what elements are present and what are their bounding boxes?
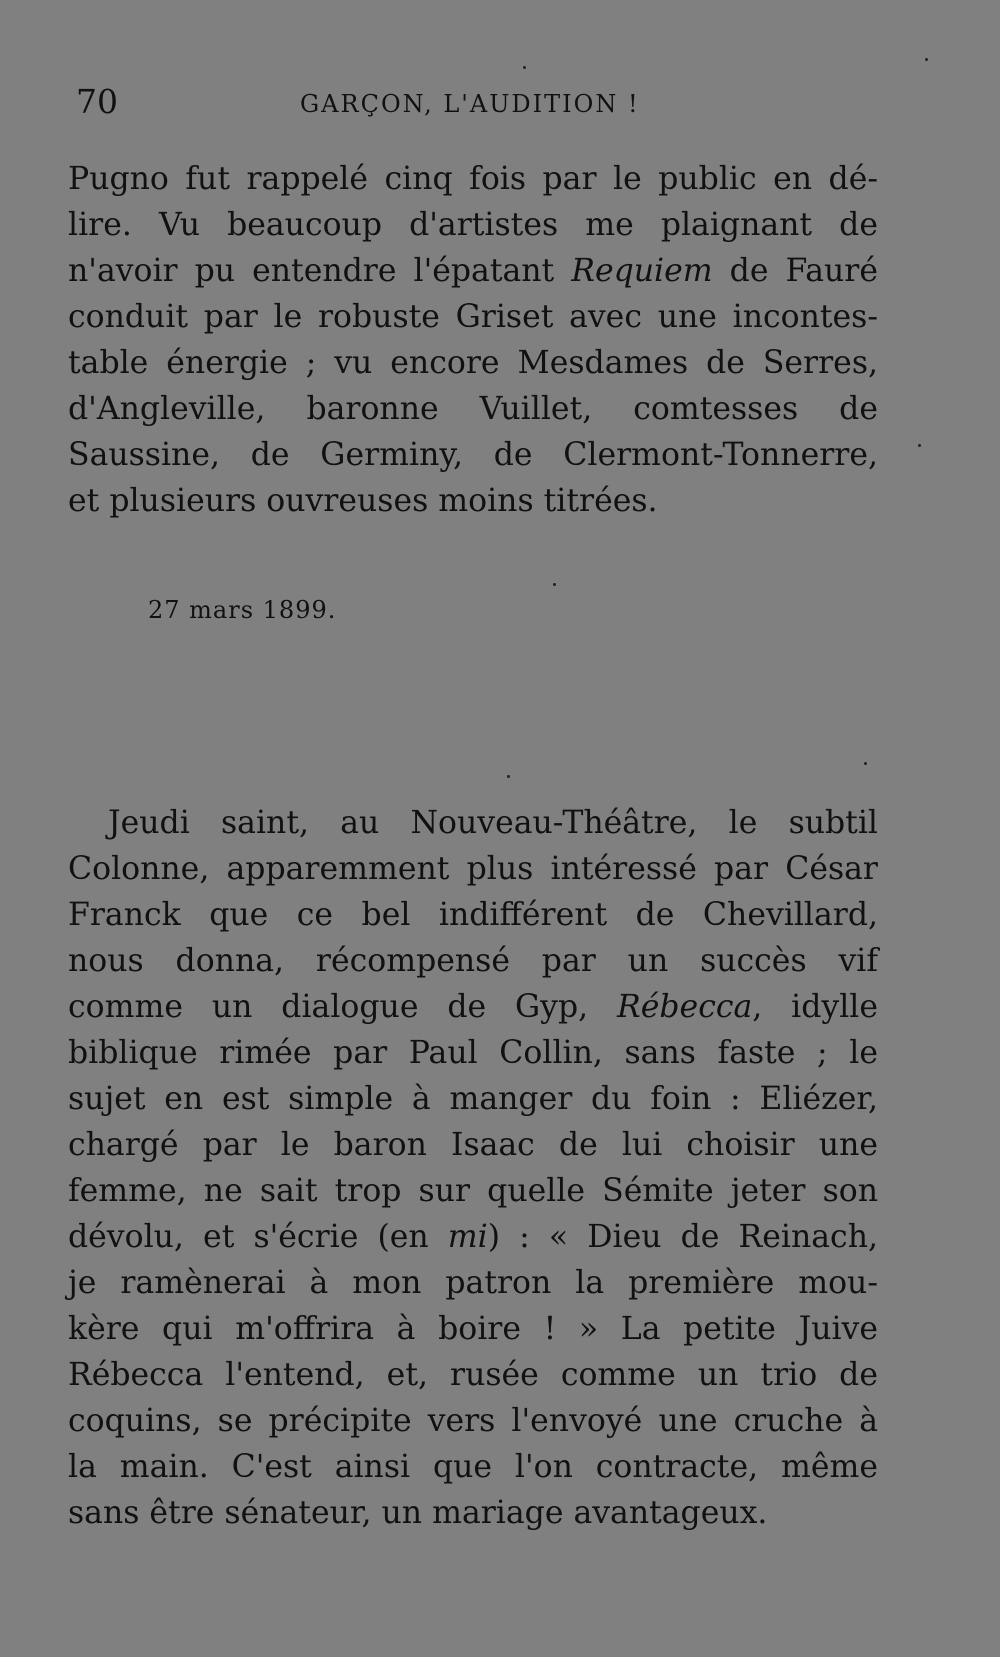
text-line: Jeudi saint, au Nouveau-Théâtre, le subtil bbox=[108, 805, 878, 841]
text-line: Rébecca l'entend, et, rusée comme un trio de bbox=[68, 1357, 878, 1393]
page-header bbox=[76, 82, 876, 122]
paragraph-1 bbox=[68, 156, 878, 524]
text-line: comme un dialogue de Gyp, Rébecca, idylle bbox=[68, 989, 878, 1025]
text-line: femme, ne sait trop sur quelle Sémite jeter son bbox=[68, 1173, 878, 1209]
text-line: coquins, se précipite vers l'envoyé une cruche à bbox=[68, 1403, 878, 1439]
text-line: d'Angleville, baronne Vuillet, comtesses de bbox=[68, 391, 878, 427]
text-line: Pugno fut rappelé cinq fois par le public en dé- bbox=[68, 161, 878, 197]
text-line: chargé par le baron Isaac de lui choisir une bbox=[68, 1127, 878, 1163]
text-line: sans être sénateur, un mariage avantageux. bbox=[68, 1495, 768, 1531]
text-line: dévolu, et s'écrie (en mi) : « Dieu de Reinach, bbox=[68, 1219, 878, 1255]
text-line: et plusieurs ouvreuses moins titrées. bbox=[68, 483, 658, 519]
text-line: n'avoir pu entendre l'épatant Requiem de Fauré bbox=[68, 253, 878, 289]
speck bbox=[507, 775, 510, 778]
text-line: Franck que ce bel indifférent de Chevillard, bbox=[68, 897, 878, 933]
page-number: 70 bbox=[76, 82, 118, 121]
text-line: biblique rimée par Paul Collin, sans faste ; le bbox=[68, 1035, 878, 1071]
dateline: 27 mars 1899. bbox=[148, 596, 337, 624]
speck bbox=[925, 58, 928, 61]
speck bbox=[864, 762, 867, 765]
paragraph-2 bbox=[68, 800, 878, 1536]
text-line: nous donna, récompensé par un succès vif bbox=[68, 943, 878, 979]
text-line: lire. Vu beaucoup d'artistes me plaignant de bbox=[68, 207, 878, 243]
text-line: table énergie ; vu encore Mesdames de Serres, bbox=[68, 345, 878, 381]
text-line: Colonne, apparemment plus intéressé par César bbox=[68, 851, 878, 887]
speck bbox=[523, 66, 526, 69]
text-line: la main. C'est ainsi que l'on contracte, même bbox=[68, 1449, 878, 1485]
text-line: conduit par le robuste Griset avec une incontes- bbox=[68, 299, 878, 335]
speck bbox=[553, 583, 556, 586]
text-line: kère qui m'offrira à boire ! » La petite Juive bbox=[68, 1311, 878, 1347]
text-line: sujet en est simple à manger du foin : Eliézer, bbox=[68, 1081, 878, 1117]
running-title: GARÇON, L'AUDITION ! bbox=[300, 90, 640, 118]
text-line: Saussine, de Germiny, de Clermont-Tonnerre, bbox=[68, 437, 878, 473]
text-line: je ramènerai à mon patron la première mou- bbox=[68, 1265, 878, 1301]
speck bbox=[918, 444, 921, 447]
